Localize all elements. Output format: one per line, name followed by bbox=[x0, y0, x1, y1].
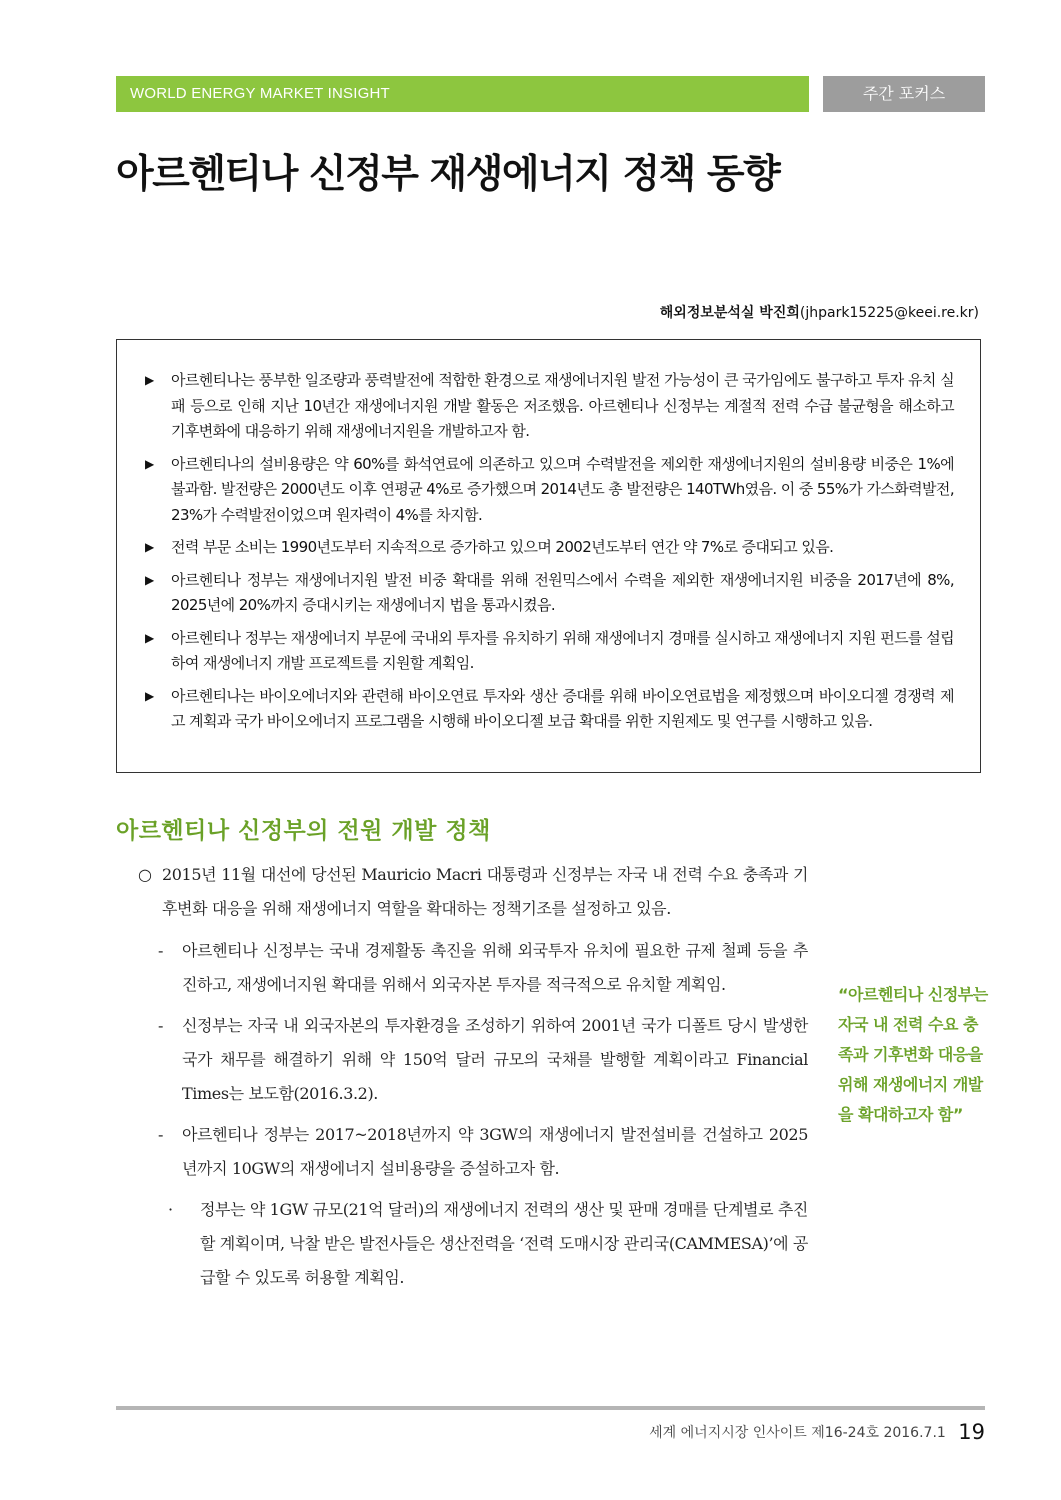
triangle-bullet-icon: ▶ bbox=[145, 572, 154, 587]
page-number: 19 bbox=[958, 1420, 985, 1444]
summary-item-text: 전력 부문 소비는 1990년도부터 지속적으로 증가하고 있으며 2002년도부터 연간 약 7%로 증대되고 있음. bbox=[171, 538, 834, 556]
dash-item bbox=[138, 1009, 808, 1111]
author-email: (jhpark15225@keei.re.kr) bbox=[799, 305, 979, 321]
summary-item bbox=[145, 568, 954, 619]
triangle-bullet-icon: ▶ bbox=[145, 688, 154, 703]
dot-item bbox=[138, 1193, 808, 1295]
page-title: 아르헨티나 신정부 재생에너지 정책 동향 bbox=[116, 152, 780, 197]
dash-bullet-icon: - bbox=[158, 941, 164, 960]
section-heading: 아르헨티나 신정부의 전원 개발 정책 bbox=[116, 818, 491, 844]
section-body bbox=[138, 858, 808, 1295]
dash-item-text: 아르헨티나 신정부는 국내 경제활동 촉진을 위해 외국투자 유치에 필요한 규제 철폐 등을 추진하고, 재생에너지원 확대를 위해서 외국자본 투자를 적극적으로 유치할 계획임. bbox=[182, 941, 808, 994]
header-series-label: WORLD ENERGY MARKET INSIGHT bbox=[130, 85, 390, 102]
header-section-tag: 주간 포커스 bbox=[823, 76, 985, 112]
footer-publication: 세계 에너지시장 인사이트 bbox=[649, 1425, 807, 1441]
summary-item bbox=[145, 684, 954, 735]
summary-item-text: 아르헨티나의 설비용량은 약 60%를 화석연료에 의존하고 있으며 수력발전을 제외한 재생에너지원의 설비용량 비중은 1%에 불과함. 발전량은 2000년도 이후 연평균 4%로 증가했으며 2014년도 총 발전량은 140TWh였음. 이 중 55%가 가스화력발전, 23%가 수력발전이었으며 원자력이 4%를 차지함. bbox=[171, 454, 954, 524]
summary-item bbox=[145, 535, 954, 561]
footer-issue: 제16-24호 2016.7.1 bbox=[811, 1425, 946, 1441]
author-line bbox=[660, 302, 979, 322]
summary-item-text: 아르헨티나 정부는 재생에너지원 발전 비중 확대를 위해 전원믹스에서 수력을 제외한 재생에너지원 비중을 2017년에 8%, 2025년에 20%까지 증대시키는 재생에너지 법을 통과시켰음. bbox=[171, 570, 954, 614]
summary-item-text: 아르헨티나는 바이오에너지와 관련해 바이오연료 투자와 생산 증대를 위해 바이오연료법을 제정했으며 바이오디젤 경쟁력 제고 계획과 국가 바이오에너지 프로그램을 시행해 바이오디젤 보급 확대를 위한 지원제도 및 연구를 시행하고 있음. bbox=[171, 686, 954, 730]
page-footer bbox=[649, 1420, 985, 1444]
triangle-bullet-icon: ▶ bbox=[145, 373, 154, 387]
summary-item bbox=[145, 368, 954, 445]
summary-item-text: 아르헨티나 정부는 재생에너지 부문에 국내외 투자를 유치하기 위해 재생에너지 경매를 실시하고 재생에너지 지원 펀드를 설립하여 재생에너지 개발 프로젝트를 지원할 계획임. bbox=[171, 628, 954, 672]
main-paragraph bbox=[138, 858, 808, 926]
circle-bullet-icon: ○ bbox=[138, 865, 152, 884]
dash-item-text: 아르헨티나 정부는 2017~2018년까지 약 3GW의 재생에너지 발전설비를 건설하고 2025년까지 10GW의 재생에너지 설비용량을 증설하고자 함. bbox=[182, 1125, 808, 1178]
pull-quote: “아르헨티나 신정부는 자국 내 전력 수요 충족과 기후변화 대응을 위해 재생에너지 개발을 확대하고자 함” bbox=[838, 985, 988, 1124]
dash-item bbox=[138, 934, 808, 1002]
header-series-bar bbox=[116, 76, 809, 112]
summary-item bbox=[145, 626, 954, 677]
dash-item bbox=[138, 1118, 808, 1186]
dot-item-text: 정부는 약 1GW 규모(21억 달러)의 재생에너지 전력의 생산 및 판매 경매를 단계별로 추진할 계획이며, 낙찰 받은 발전사들은 생산전력을 ‘전력 도매시장 관리국(CAMMESA)’에 공급할 수 있도록 허용할 계획임. bbox=[200, 1200, 808, 1287]
summary-item-text: 아르헨티나는 풍부한 일조량과 풍력발전에 적합한 환경으로 재생에너지원 발전 가능성이 큰 국가임에도 불구하고 투자 유치 실패 등으로 인해 지난 10년간 재생에너지원 개발 활동은 저조했음. 아르헨티나 신정부는 계절적 전력 수급 불균형을 해소하고 기후변화에 대응하기 위해 재생에너지원을 개발하고자 함. bbox=[171, 371, 954, 440]
author-name: 해외정보분석실 박진희 bbox=[659, 305, 800, 321]
dash-bullet-icon: - bbox=[158, 1125, 164, 1144]
summary-box bbox=[116, 339, 981, 773]
dash-bullet-icon: - bbox=[158, 1016, 164, 1035]
dot-bullet-icon: · bbox=[168, 1200, 173, 1219]
triangle-bullet-icon: ▶ bbox=[145, 540, 154, 554]
footer-divider bbox=[116, 1406, 985, 1410]
triangle-bullet-icon: ▶ bbox=[145, 456, 154, 471]
triangle-bullet-icon: ▶ bbox=[145, 630, 154, 645]
dash-item-text: 신정부는 자국 내 외국자본의 투자환경을 조성하기 위하여 2001년 국가 디폴트 당시 발생한 국가 채무를 해결하기 위해 약 150억 달러 규모의 국채를 발행할 계획이라고 Financial Times는 보도함(2016.3.2). bbox=[182, 1016, 808, 1103]
main-paragraph-text: 2015년 11월 대선에 당선된 Mauricio Macri 대통령과 신정부는 자국 내 전력 수요 충족과 기후변화 대응을 위해 재생에너지 역할을 확대하는 정책기조를 설정하고 있음. bbox=[162, 865, 808, 918]
summary-item bbox=[145, 452, 954, 529]
summary-list bbox=[145, 368, 954, 735]
